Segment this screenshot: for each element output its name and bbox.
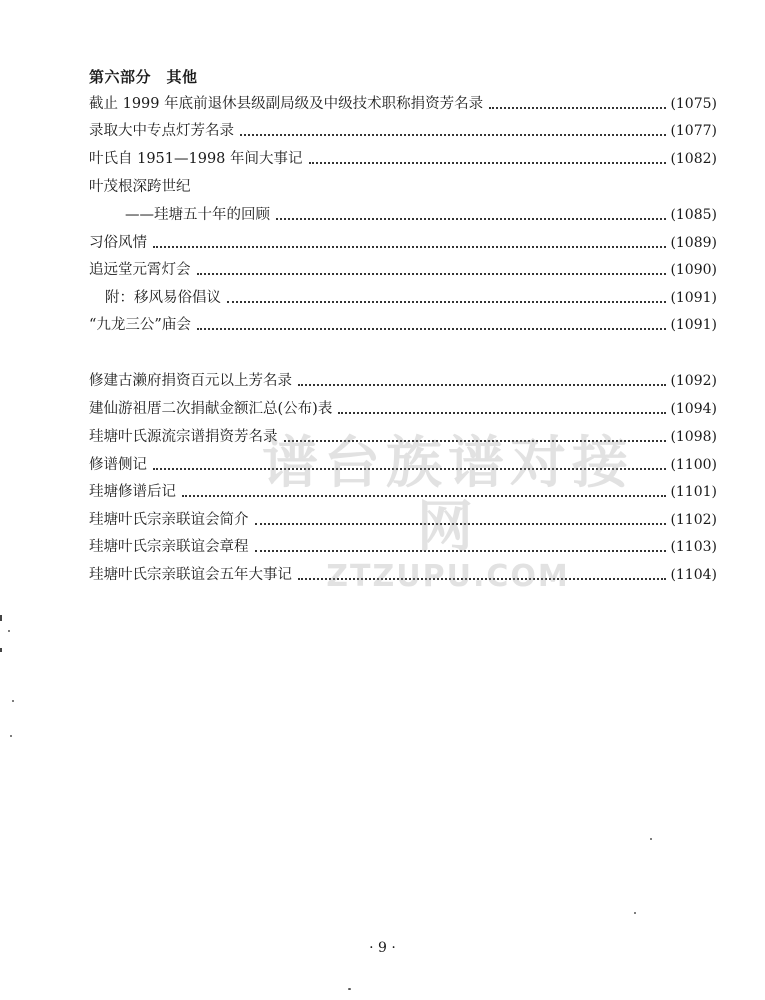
toc-entry-title: 叶氏自 1951—1998 年间大事记 [89,151,303,167]
toc-entry-page: (1103) [670,539,717,555]
toc-entry[interactable] [89,259,717,281]
toc-entry-title: 录取大中专点灯芳名录 [89,123,234,139]
toc-entry-page: (1091) [670,290,717,306]
leader-dots [197,328,667,330]
leader-dots [240,134,666,136]
section-heading: 第六部分 其他 [89,68,198,86]
toc-entry-page: (1104) [670,567,717,583]
toc-entry-title: 习俗风情 [89,235,147,251]
leader-dots [197,273,667,275]
toc-entry-title: 珪塘叶氏宗亲联谊会简介 [89,512,249,528]
toc-entry[interactable] [89,93,717,115]
toc-entry-page: (1075) [670,96,717,112]
toc-entry[interactable] [89,148,717,170]
toc-entry-page: (1092) [670,373,717,389]
toc-entry-page: (1100) [670,457,717,473]
toc-entry[interactable] [89,398,717,420]
toc-entry[interactable] [89,232,717,254]
toc-entry-title: 附：移风易俗倡议 [105,290,221,306]
toc-entry[interactable] [89,564,717,586]
page-number: · 9 · [369,940,396,956]
toc-entry[interactable] [125,204,717,226]
toc-entry-title: 建仙游祖厝二次捐献金额汇总(公布)表 [89,401,333,417]
leader-dots [276,218,666,220]
toc-entry[interactable] [89,536,717,558]
leader-dots [227,301,666,303]
leader-dots [284,440,667,442]
toc-entry-page: (1102) [670,512,717,528]
scan-speck [634,912,636,914]
leader-dots [309,162,667,164]
toc-entry-page: (1089) [670,235,717,251]
toc-entry[interactable] [89,454,717,476]
toc-entry-title: ——珪塘五十年的回顾 [125,207,270,223]
leader-dots [298,384,666,386]
toc-entry-page: (1094) [670,401,717,417]
toc-entry-title: “九龙三公”庙会 [89,317,191,333]
toc-entry[interactable] [105,287,717,309]
toc-entry-title: 珪塘修谱后记 [89,484,176,500]
toc-entry[interactable] [89,509,717,531]
watermark-chinese-text: 谱台族谱对接网 [262,431,634,560]
toc-entry-page: (1101) [670,484,717,500]
scan-speck [348,988,351,990]
toc-entry-page: (1091) [670,317,717,333]
toc-entry-page: (1082) [670,151,717,167]
toc-entry[interactable] [89,481,717,503]
leader-dots [338,412,666,414]
toc-entry-title: 珪塘叶氏源流宗谱捐资芳名录 [89,429,278,445]
toc-entry-title: 追远堂元霄灯会 [89,262,191,278]
leader-dots [255,550,667,552]
watermark-english-text: ZTZUPU.COM [326,559,570,594]
toc-entry-title: 修建古濑府捐资百元以上芳名录 [89,373,292,389]
toc-entry-title: 珪塘叶氏宗亲联谊会五年大事记 [89,567,292,583]
scan-speck [650,838,652,840]
toc-entry-page: (1090) [670,262,717,278]
toc-entry[interactable] [89,426,717,448]
scan-speck [8,630,10,632]
toc-entry-page: (1098) [670,429,717,445]
leader-dots [153,246,666,248]
toc-entry-page: (1077) [670,123,717,139]
leader-dots [298,578,666,580]
leader-dots [489,107,666,109]
toc-entry[interactable] [89,370,717,392]
toc-entry[interactable] [89,314,717,336]
toc-entry[interactable] [89,176,717,198]
scan-edge-mark [0,615,2,621]
scan-speck [12,700,14,702]
scan-speck [10,735,12,737]
toc-entry-title: 叶茂根深跨世纪 [89,179,191,195]
leader-dots [255,523,667,525]
leader-dots [182,495,666,497]
toc-entry-title: 珪塘叶氏宗亲联谊会章程 [89,539,249,555]
leader-dots [153,468,666,470]
scan-edge-mark [0,648,2,652]
toc-entry-title: 截止 1999 年底前退休县级副局级及中级技术职称捐资芳名录 [89,96,484,112]
toc-entry[interactable] [89,120,717,142]
toc-entry-title: 修谱侧记 [89,457,147,473]
toc-entry-page: (1085) [670,207,717,223]
